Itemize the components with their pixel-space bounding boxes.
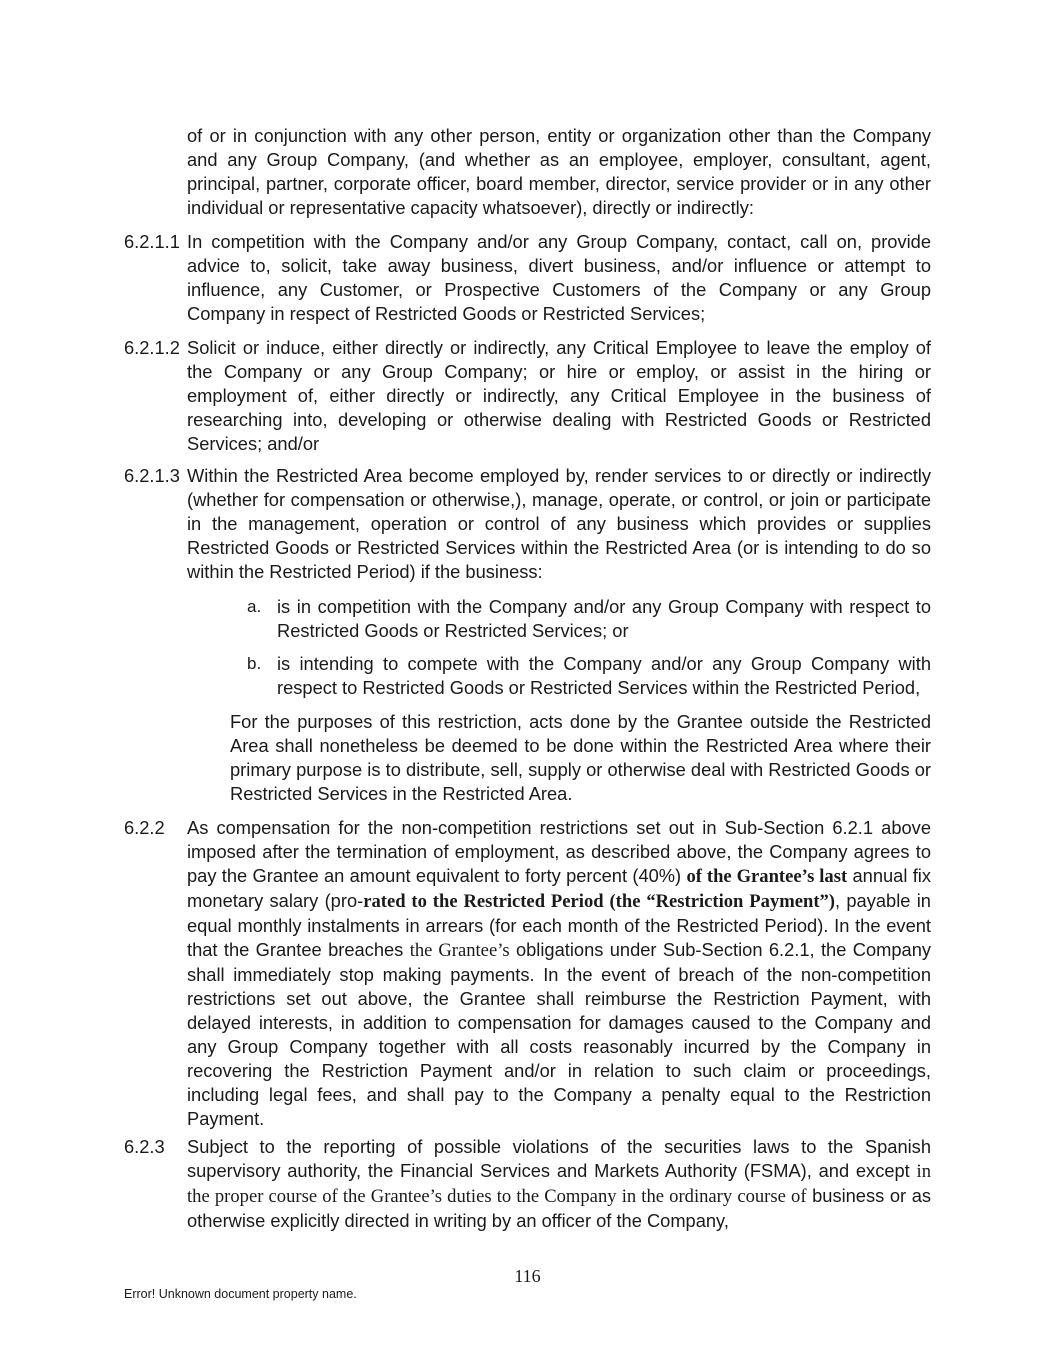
section-6-2-2-text <box>187 816 931 1131</box>
list-label-a: a. <box>247 597 262 616</box>
footer-error-text: Error! Unknown document property name. <box>124 1287 357 1301</box>
section-number-6-2-1-3: 6.2.1.3 <box>124 465 180 486</box>
list-item-a-text: is in competition with the Company and/or any Group Company with respect to Restricted Goods or Restricted Services; or <box>277 596 931 641</box>
s622-serif-grantees: the Grantee’s <box>409 940 510 961</box>
s623-serif-duties: in the proper course of the Grantee’s duties to the Company in the ordinary course of <box>187 1161 931 1207</box>
s622-part-1: As compensation for the non-competition restrictions set out in Sub-Section 6.2.1 above imposed after the termination of employment, as described above, the Company agrees to pay the Grantee an amount equivalent to forty percent (40%) <box>187 817 931 886</box>
s623-part-3: business or as otherwise explicitly directed in writing by an officer of the Company, <box>187 1185 931 1231</box>
section-number-6-2-3: 6.2.3 <box>124 1136 165 1157</box>
s622-part-3: annual fix monetary salary (pro- <box>187 865 932 911</box>
s622-part-5: , payable in equal monthly instalments in arrears (for each month of the Restricted Period). In the event that the Grantee breaches <box>187 890 931 960</box>
section-number-6-2-1-1: 6.2.1.1 <box>124 231 180 252</box>
intro-paragraph: of or in conjunction with any other person, entity or organization other than the Company and any Group Company, (and whether as an employee, employer, consultant, agent, principal, partner, corporate officer, board member, director, service provider or in any other individual or representative capacity whatsoever), directly or indirectly: <box>187 125 931 218</box>
section-6-2-3-text <box>187 1135 931 1233</box>
section-number-6-2-2: 6.2.2 <box>124 817 165 838</box>
page-number: 116 <box>514 1266 541 1286</box>
list-label-b: b. <box>247 654 262 673</box>
s623-part-1: Subject to the reporting of possible violations of the securities laws to the Spanish supervisory authority, the Financial Services and Markets Authority (FSMA), and except <box>187 1136 931 1181</box>
section-6-2-1-1-text: In competition with the Company and/or any Group Company, contact, call on, provide advice to, solicit, take away business, divert business, and/or influence or attempt to influence, any Customer, or Prospective Customers of the Company or any Group Company in respect of Restricted Goods or Restricted Services; <box>187 231 931 324</box>
section-6-2-1-3-text: Within the Restricted Area become employed by, render services to or directly or indirectly (whether for compensation or otherwise,), manage, operate, or control, or join or participate in the management, operation or control of any business which provides or supplies Restricted Goods or Restricted Services within the Restricted Area (or is intending to do so within the Restricted Period) if the business: <box>187 465 931 582</box>
s622-bold-grantee-last: of the Grantee’s last <box>686 866 848 887</box>
section-6-2-1-2-text: Solicit or induce, either directly or indirectly, any Critical Employee to leave the employ of the Company or any Group Company; or hire or employ, or assist in the hiring or employment of, either directly or indirectly, any Critical Employee in the business of researching into, developing or otherwise dealing with Restricted Goods or Restricted Services; and/or <box>187 337 931 454</box>
s622-bold-restriction-payment: rated to the Restricted Period (the “Restriction Payment”) <box>363 891 835 912</box>
list-item-b-text: is intending to compete with the Company and/or any Group Company with respect to Restricted Goods or Restricted Services within the Restricted Period, <box>277 653 931 698</box>
section-number-6-2-1-2: 6.2.1.2 <box>124 337 180 358</box>
s622-part-7: obligations under Sub-Section 6.2.1, the Company shall immediately stop making payments. In the event of breach of the non-competition restrictions set out above, the Grantee shall reimburse the Restriction Payment, with delayed interests, in addition to compensation for damages caused to the Company and any Group Company together with all costs reasonably incurred by the Company in recovering the Restriction Payment and/or in relation to such claim or proceedings, including legal fees, and shall pay to the Company a penalty equal to the Restriction Payment. <box>187 939 932 1129</box>
purposes-paragraph: For the purposes of this restriction, acts done by the Grantee outside the Restricted Area shall nonetheless be deemed to be done within the Restricted Area where their primary purpose is to distribute, sell, supply or otherwise deal with Restricted Goods or Restricted Services in the Restricted Area. <box>230 711 931 804</box>
